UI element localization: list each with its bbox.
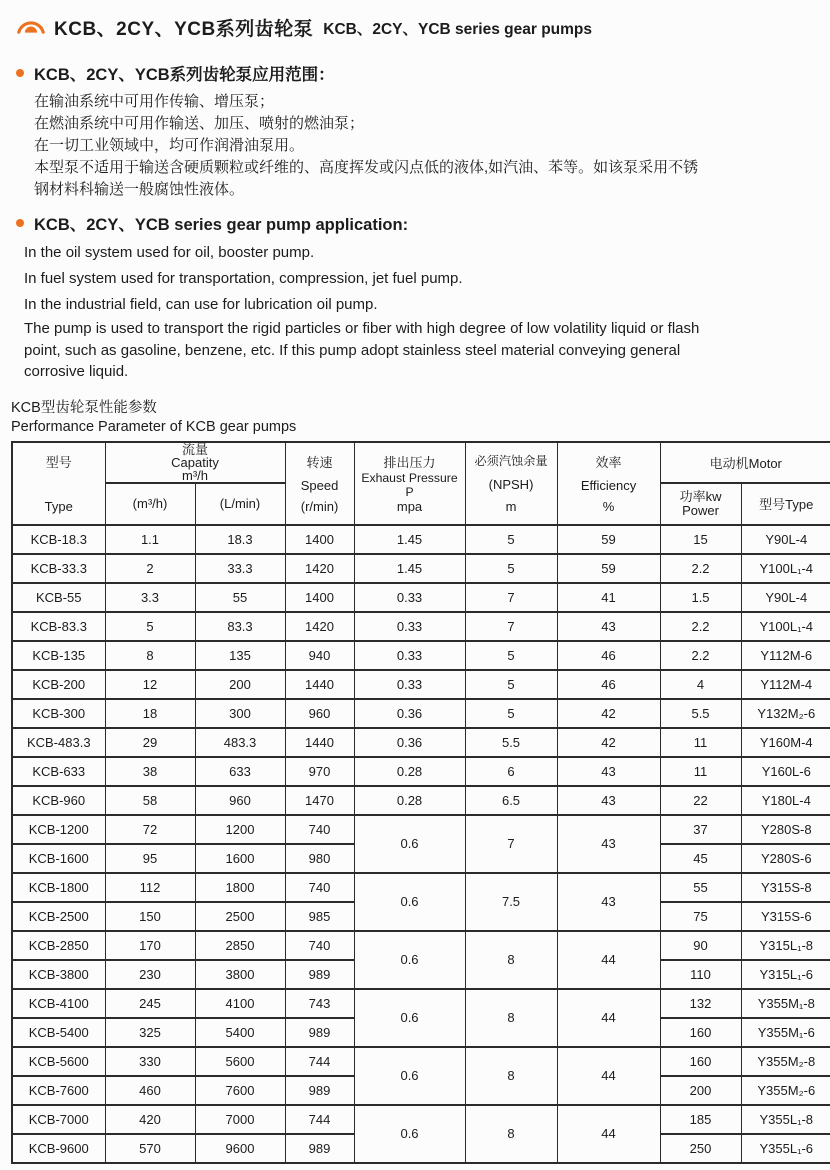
col-header-text: Power: [682, 502, 719, 518]
cell-speed: 940: [285, 641, 354, 670]
cell-speed: 1440: [285, 670, 354, 699]
table-row: [12, 641, 830, 670]
cell-efficiency: 42: [557, 728, 660, 757]
table-title-zh: KCB型齿轮泵性能参数: [11, 399, 157, 416]
col-header-text: 转速: [306, 455, 333, 470]
cell-power: 11: [660, 757, 741, 786]
cell-capacity-lmin: 135: [195, 641, 285, 670]
cell-speed: 744: [285, 1105, 354, 1134]
cell-capacity-m3h: 420: [105, 1105, 195, 1134]
cell-motor-type: Y315L₁-6: [741, 960, 830, 989]
cell-npsh: 5: [465, 641, 557, 670]
table-titles: [11, 399, 824, 437]
cell-pressure: 0.33: [354, 583, 465, 612]
cell-npsh: 7.5: [465, 873, 557, 931]
col-header-text: 型号: [45, 455, 72, 470]
cell-power: 22: [660, 786, 741, 815]
col-header-text: Exhaust Pressure P: [361, 471, 458, 499]
table-row: [12, 554, 830, 583]
doc-title-row: [16, 14, 824, 41]
col-header-text: Efficiency: [580, 477, 637, 493]
cell-npsh: 7: [465, 815, 557, 873]
cell-pump-type: KCB-4100: [12, 989, 105, 1018]
cell-npsh: 5.5: [465, 728, 557, 757]
cell-motor-type: Y355M₂-8: [741, 1047, 830, 1076]
cell-speed: 740: [285, 931, 354, 960]
cell-pump-type: KCB-7000: [12, 1105, 105, 1134]
col-header-text: Speed: [300, 477, 339, 493]
cell-capacity-lmin: 5600: [195, 1047, 285, 1076]
body-line: In fuel system used for transportation, compression, jet fuel pump.: [24, 270, 463, 287]
cell-capacity-lmin: 3800: [195, 960, 285, 989]
body-line: In the industrial field, can use for lubrication oil pump.: [24, 296, 378, 313]
table-row: [12, 757, 830, 786]
bullet-icon: [16, 219, 24, 227]
cell-pump-type: KCB-18.3: [12, 525, 105, 554]
cell-npsh: 6: [465, 757, 557, 786]
cell-capacity-m3h: 8: [105, 641, 195, 670]
cell-speed: 743: [285, 989, 354, 1018]
cell-capacity-m3h: 112: [105, 873, 195, 902]
cell-efficiency: 43: [557, 786, 660, 815]
col-header-speed: [285, 442, 354, 525]
cell-pump-type: KCB-633: [12, 757, 105, 786]
cell-pressure: 0.6: [354, 931, 465, 989]
cell-efficiency: 43: [557, 873, 660, 931]
cell-efficiency: 43: [557, 815, 660, 873]
cell-capacity-m3h: 3.3: [105, 583, 195, 612]
cell-capacity-lmin: 2850: [195, 931, 285, 960]
cell-capacity-m3h: 325: [105, 1018, 195, 1047]
cell-capacity-m3h: 460: [105, 1076, 195, 1105]
cell-power: 132: [660, 989, 741, 1018]
cell-pressure: 0.33: [354, 612, 465, 641]
cell-motor-type: Y90L-4: [741, 525, 830, 554]
col-header-text: 必须汽蚀余量: [474, 454, 548, 468]
cell-pump-type: KCB-1600: [12, 844, 105, 873]
cell-motor-type: Y355M₂-6: [741, 1076, 830, 1105]
page-title-en: KCB、2CY、YCB series gear pumps: [323, 20, 592, 38]
cell-speed: 960: [285, 699, 354, 728]
cell-pump-type: KCB-3800: [12, 960, 105, 989]
cell-efficiency: 44: [557, 1105, 660, 1163]
body-line: 在一切工业领域中，均可作润滑油泵用。: [34, 137, 305, 154]
cell-speed: 989: [285, 1018, 354, 1047]
col-header-text: %: [602, 499, 615, 514]
cell-capacity-lmin: 200: [195, 670, 285, 699]
cell-power: 5.5: [660, 699, 741, 728]
cell-pump-type: KCB-33.3: [12, 554, 105, 583]
cell-pump-type: KCB-5600: [12, 1047, 105, 1076]
cell-pressure: 1.45: [354, 554, 465, 583]
cell-motor-type: Y315S-6: [741, 902, 830, 931]
cell-motor-type: Y90L-4: [741, 583, 830, 612]
table-row: [12, 989, 830, 1018]
cell-npsh: 8: [465, 1105, 557, 1163]
cell-capacity-m3h: 330: [105, 1047, 195, 1076]
col-header-text: (NPSH): [488, 476, 534, 492]
cell-capacity-lmin: 5400: [195, 1018, 285, 1047]
cell-pump-type: KCB-960: [12, 786, 105, 815]
cell-motor-type: Y160L-6: [741, 757, 830, 786]
cell-npsh: 6.5: [465, 786, 557, 815]
cell-power: 2.2: [660, 554, 741, 583]
cell-pump-type: KCB-200: [12, 670, 105, 699]
cell-capacity-lmin: 1600: [195, 844, 285, 873]
cell-capacity-lmin: 7000: [195, 1105, 285, 1134]
cell-motor-type: Y280S-8: [741, 815, 830, 844]
cell-pump-type: KCB-483.3: [12, 728, 105, 757]
col-header-text: 电动机Motor: [709, 455, 782, 471]
table-row: [12, 670, 830, 699]
cell-speed: 985: [285, 902, 354, 931]
cell-capacity-lmin: 1800: [195, 873, 285, 902]
cell-power: 37: [660, 815, 741, 844]
cell-pressure: 0.36: [354, 728, 465, 757]
cell-pump-type: KCB-83.3: [12, 612, 105, 641]
col-header-text: (r/min): [300, 499, 339, 514]
cell-efficiency: 44: [557, 931, 660, 989]
cell-npsh: 5: [465, 670, 557, 699]
cell-power: 90: [660, 931, 741, 960]
cell-pressure: 0.6: [354, 1105, 465, 1163]
col-header-capacity-lmin: [195, 483, 285, 525]
page-title-zh: KCB、2CY、YCB系列齿轮泵: [54, 19, 314, 40]
cell-speed: 1420: [285, 554, 354, 583]
section-heading-application-zh: [16, 61, 824, 85]
cell-npsh: 5: [465, 554, 557, 583]
cell-power: 75: [660, 902, 741, 931]
cell-capacity-lmin: 18.3: [195, 525, 285, 554]
table-row: [12, 525, 830, 554]
col-header-type: [12, 442, 105, 525]
cell-motor-type: Y355L₁-8: [741, 1105, 830, 1134]
cell-capacity-lmin: 7600: [195, 1076, 285, 1105]
cell-pump-type: KCB-1200: [12, 815, 105, 844]
section-heading-text: KCB、2CY、YCB series gear pump application:: [34, 216, 409, 234]
cell-pressure: 0.33: [354, 670, 465, 699]
cell-pump-type: KCB-9600: [12, 1134, 105, 1163]
application-en-body: [24, 240, 824, 383]
cell-motor-type: Y180L-4: [741, 786, 830, 815]
table-row: [12, 931, 830, 960]
cell-capacity-lmin: 4100: [195, 989, 285, 1018]
cell-speed: 1470: [285, 786, 354, 815]
cell-efficiency: 41: [557, 583, 660, 612]
cell-efficiency: 42: [557, 699, 660, 728]
col-header-motor-group: [660, 442, 830, 483]
cell-power: 11: [660, 728, 741, 757]
cell-pump-type: KCB-5400: [12, 1018, 105, 1047]
cell-capacity-m3h: 58: [105, 786, 195, 815]
cell-speed: 1440: [285, 728, 354, 757]
cell-capacity-lmin: 2500: [195, 902, 285, 931]
cell-motor-type: Y315S-8: [741, 873, 830, 902]
cell-power: 185: [660, 1105, 741, 1134]
cell-power: 2.2: [660, 612, 741, 641]
cell-motor-type: Y355M₁-8: [741, 989, 830, 1018]
body-line: The pump is used to transport the rigid particles or fiber with high degree of low volatility liquid or flash: [24, 320, 700, 337]
cell-npsh: 8: [465, 989, 557, 1047]
cell-power: 2.2: [660, 641, 741, 670]
cell-efficiency: 43: [557, 612, 660, 641]
section-heading-application-en: [16, 211, 824, 235]
cell-efficiency: 46: [557, 670, 660, 699]
cell-capacity-m3h: 230: [105, 960, 195, 989]
cell-capacity-m3h: 18: [105, 699, 195, 728]
cell-power: 160: [660, 1018, 741, 1047]
cell-capacity-m3h: 72: [105, 815, 195, 844]
cell-npsh: 7: [465, 612, 557, 641]
body-line: 在输油系统中可用作传输、增压泵；: [34, 93, 275, 110]
cell-npsh: 8: [465, 931, 557, 989]
body-line: corrosive liquid.: [24, 363, 129, 380]
cell-capacity-m3h: 5: [105, 612, 195, 641]
cell-speed: 740: [285, 873, 354, 902]
table-row: [12, 699, 830, 728]
col-header-text: Capatity: [171, 454, 219, 470]
cell-motor-type: Y112M-4: [741, 670, 830, 699]
cell-efficiency: 44: [557, 1047, 660, 1105]
cell-capacity-lmin: 83.3: [195, 612, 285, 641]
cell-capacity-m3h: 570: [105, 1134, 195, 1163]
cell-power: 15: [660, 525, 741, 554]
cell-speed: 1400: [285, 525, 354, 554]
cell-motor-type: Y160M-4: [741, 728, 830, 757]
cell-capacity-m3h: 12: [105, 670, 195, 699]
cell-npsh: 5: [465, 699, 557, 728]
cell-power: 110: [660, 960, 741, 989]
bullet-icon: [16, 69, 24, 77]
cell-capacity-m3h: 29: [105, 728, 195, 757]
cell-capacity-lmin: 1200: [195, 815, 285, 844]
col-header-text: m: [505, 499, 517, 514]
cell-motor-type: Y280S-6: [741, 844, 830, 873]
table-row: [12, 728, 830, 757]
cell-speed: 1400: [285, 583, 354, 612]
col-header-text: 功率kw: [679, 488, 722, 504]
cell-npsh: 7: [465, 583, 557, 612]
cell-pressure: 0.33: [354, 641, 465, 670]
cell-capacity-m3h: 2: [105, 554, 195, 583]
table-row: [12, 815, 830, 844]
cell-pump-type: KCB-55: [12, 583, 105, 612]
cell-pressure: 0.28: [354, 786, 465, 815]
cell-efficiency: 59: [557, 525, 660, 554]
cell-speed: 970: [285, 757, 354, 786]
cell-capacity-m3h: 95: [105, 844, 195, 873]
cell-motor-type: Y315L₁-8: [741, 931, 830, 960]
col-header-capacity: [105, 442, 285, 483]
cell-motor-type: Y355L₁-6: [741, 1134, 830, 1163]
cell-capacity-lmin: 9600: [195, 1134, 285, 1163]
col-header-text: 流量: [182, 441, 209, 457]
col-header-text: (L/min): [219, 496, 261, 511]
cell-efficiency: 46: [557, 641, 660, 670]
cell-power: 55: [660, 873, 741, 902]
application-zh-body: [34, 91, 824, 201]
table-row: [12, 1105, 830, 1134]
col-header-npsh: [465, 442, 557, 525]
col-header-text: (m³/h): [132, 496, 168, 511]
cell-capacity-m3h: 38: [105, 757, 195, 786]
cell-capacity-m3h: 150: [105, 902, 195, 931]
cell-power: 160: [660, 1047, 741, 1076]
section-heading-text: KCB、2CY、YCB系列齿轮泵应用范围：: [34, 66, 335, 84]
cell-speed: 1420: [285, 612, 354, 641]
cell-pressure: 1.45: [354, 525, 465, 554]
cell-efficiency: 59: [557, 554, 660, 583]
col-header-text: 型号Type: [759, 497, 814, 512]
cell-capacity-lmin: 300: [195, 699, 285, 728]
cell-motor-type: Y355M₁-6: [741, 1018, 830, 1047]
col-header-pressure: [354, 442, 465, 525]
col-header-text: mpa: [396, 499, 423, 514]
cell-pressure: 0.6: [354, 989, 465, 1047]
cell-power: 4: [660, 670, 741, 699]
cell-pressure: 0.6: [354, 815, 465, 873]
col-header-capacity-m3h: [105, 483, 195, 525]
table-row: [12, 786, 830, 815]
col-header-efficiency: [557, 442, 660, 525]
cell-pressure: 0.36: [354, 699, 465, 728]
cell-capacity-m3h: 1.1: [105, 525, 195, 554]
cell-speed: 989: [285, 1076, 354, 1105]
cell-power: 200: [660, 1076, 741, 1105]
cell-power: 45: [660, 844, 741, 873]
cell-motor-type: Y112M-6: [741, 641, 830, 670]
table-body: [12, 525, 830, 1163]
cell-pump-type: KCB-2500: [12, 902, 105, 931]
body-line: 本型泵不适用于输送含硬质颗粒或纤维的、高度挥发或闪点低的液体,如汽油、苯等。如该泵采用不锈: [34, 159, 699, 176]
cell-speed: 989: [285, 1134, 354, 1163]
cell-efficiency: 43: [557, 757, 660, 786]
cell-pump-type: KCB-300: [12, 699, 105, 728]
cell-pump-type: KCB-135: [12, 641, 105, 670]
cell-capacity-lmin: 633: [195, 757, 285, 786]
cell-pressure: 0.28: [354, 757, 465, 786]
table-title-en: Performance Parameter of KCB gear pumps: [11, 418, 297, 435]
cell-pressure: 0.6: [354, 1047, 465, 1105]
cell-power: 250: [660, 1134, 741, 1163]
col-header-motor-type: [741, 483, 830, 525]
cell-capacity-lmin: 483.3: [195, 728, 285, 757]
cell-capacity-lmin: 33.3: [195, 554, 285, 583]
col-header-text: Type: [44, 499, 73, 514]
cell-pump-type: KCB-2850: [12, 931, 105, 960]
performance-table: [11, 441, 830, 1164]
cell-npsh: 5: [465, 525, 557, 554]
body-line: 在燃油系统中可用作输送、加压、喷射的燃油泵；: [34, 115, 365, 132]
table-header: [12, 442, 830, 525]
cell-motor-type: Y132M₂-6: [741, 699, 830, 728]
table-row: [12, 873, 830, 902]
body-line: point, such as gasoline, benzene, etc. If this pump adopt stainless steel material conveying general: [24, 341, 681, 359]
body-line: In the oil system used for oil, booster pump.: [24, 244, 315, 261]
table-row: [12, 612, 830, 641]
cell-npsh: 8: [465, 1047, 557, 1105]
col-header-text: 效率: [595, 455, 622, 470]
col-header-power: [660, 483, 741, 525]
cell-speed: 744: [285, 1047, 354, 1076]
cell-pump-type: KCB-7600: [12, 1076, 105, 1105]
cell-pressure: 0.6: [354, 873, 465, 931]
cell-speed: 740: [285, 815, 354, 844]
body-line: 钢材料科输送一般腐蚀性液体。: [34, 181, 245, 198]
cell-pump-type: KCB-1800: [12, 873, 105, 902]
cell-speed: 989: [285, 960, 354, 989]
col-header-text: 排出压力: [383, 455, 436, 470]
cell-capacity-m3h: 245: [105, 989, 195, 1018]
table-row: [12, 1047, 830, 1076]
table-row: [12, 583, 830, 612]
cell-motor-type: Y100L₁-4: [741, 554, 830, 583]
cell-power: 1.5: [660, 583, 741, 612]
cell-speed: 980: [285, 844, 354, 873]
col-header-text: m³/h: [182, 467, 208, 483]
cell-efficiency: 44: [557, 989, 660, 1047]
cell-capacity-lmin: 960: [195, 786, 285, 815]
cell-capacity-lmin: 55: [195, 583, 285, 612]
cell-capacity-m3h: 170: [105, 931, 195, 960]
cell-motor-type: Y100L₁-4: [741, 612, 830, 641]
pump-logo-icon: [16, 19, 46, 40]
